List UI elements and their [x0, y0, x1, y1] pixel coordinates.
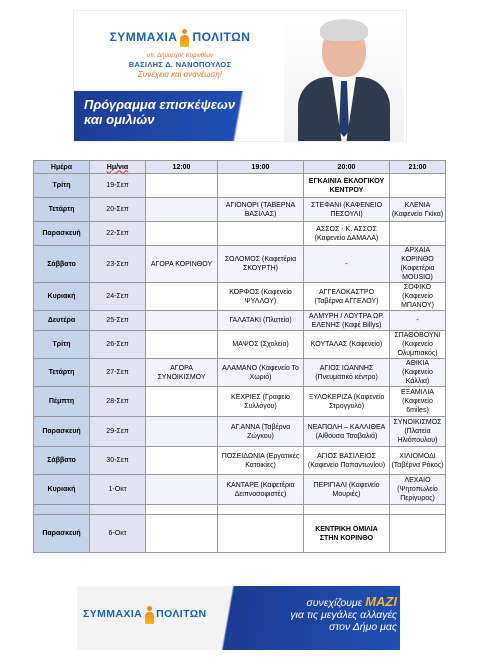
slot-2100-cell: ΑΡΧΑΙΑ ΚΟΡΙΝΘΟ (Καφετέρια MOUSIO)	[390, 246, 446, 283]
slot-2100-cell	[390, 505, 446, 515]
slot-1200-cell	[146, 475, 218, 505]
slot-1900-cell: ΚΕΧΡΙΕΣ (Γραφείο Συλλόγου)	[218, 387, 304, 417]
slot-2000-cell: ΑΓΓΕΛΟΚΑΣΤΡΟ (Ταβέρνα ΑΓΓΕΛΟΥ)	[304, 283, 390, 311]
title-band	[74, 91, 304, 142]
table-row	[34, 447, 446, 475]
slot-1900-cell: ΓΑΛΑΤΑΚΙ (Πλατεία)	[218, 311, 304, 331]
date-cell: 1-Οκτ	[90, 475, 146, 505]
date-cell: 29-Σεπ	[90, 417, 146, 447]
slot-1200-cell	[146, 174, 218, 198]
slot-2000-cell: ΚΕΝΤΡΙΚΗ ΟΜΙΛΙΑ ΣΤΗΝ ΚΟΡΙΝΘΟ	[304, 515, 390, 553]
date-cell: 6-Οκτ	[90, 515, 146, 553]
slot-1200-cell	[146, 515, 218, 553]
date-cell: 25-Σεπ	[90, 311, 146, 331]
slot-2100-cell: ΚΛΕΝΙΑ (Καφενείο Γκίκα)	[390, 198, 446, 222]
slot-2000-cell: -	[304, 246, 390, 283]
day-cell: Σάββατο	[34, 246, 90, 283]
party-logo	[80, 15, 280, 95]
slot-2000-cell: ΠΕΡΙΓΙΑΛΙ (Καφενείο Μουριές)	[304, 475, 390, 505]
slot-1900-cell: ΜΑΨΟΣ (Σχολείο)	[218, 331, 304, 359]
footer-line-1: συνεχίζουμε	[306, 597, 363, 609]
day-cell: Τρίτη	[34, 331, 90, 359]
slogan: Συνέχεια και ανανέωση!	[138, 70, 222, 79]
slot-1900-cell: ΑΓΙΟΝΟΡΙ (ΤΑΒΕΡΝΑ ΒΑΣΙΛΑΣ)	[218, 198, 304, 222]
logo-left-text: ΣΥΜΜΑΧΙΑ	[109, 30, 178, 45]
slot-2000-cell: ΞΥΛΟΚΕΡΙΖΑ (Καφενείο Στρογγυλό)	[304, 387, 390, 417]
slot-2100-cell: ΛΕΧΑΙΟ (Ψητοπωλείο Περίγυρος)	[390, 475, 446, 505]
slot-1200-cell	[146, 505, 218, 515]
slot-2000-cell: ΑΣΣΟΣ - Κ. ΑΣΣΟΣ (Καφενείο ΔΑΜΑΛΑ)	[304, 222, 390, 246]
table-row	[34, 198, 446, 222]
slot-2100-cell: ΣΟΦΙΚΟ (Καφενείο ΜΠΑΝΟΥ)	[390, 283, 446, 311]
date-cell: 26-Σεπ	[90, 331, 146, 359]
footer-line-2: για τις μεγάλες αλλαγές	[290, 609, 397, 621]
table-row	[34, 283, 446, 311]
slot-1200-cell	[146, 331, 218, 359]
slot-1900-cell	[218, 515, 304, 553]
slot-2100-cell: ΣΥΝΟΙΚΙΣΜΟΣ (Πλατεία Ηλιόπουλου)	[390, 417, 446, 447]
slot-1900-cell: ΑΛΑΜΑΝΟ (Καφενείο Το Χωριό)	[218, 359, 304, 387]
figure-icon	[144, 606, 154, 622]
header-banner	[73, 10, 407, 142]
footer-mazi: ΜΑΖΙ	[365, 594, 397, 609]
day-cell: Τρίτη	[34, 174, 90, 198]
table-row	[34, 174, 446, 198]
date-cell: 23-Σεπ	[90, 246, 146, 283]
slot-1200-cell: ΑΓΟΡΑ ΣΥΝΟΙΚΙΣΜΟΥ	[146, 359, 218, 387]
date-cell: 27-Σεπ	[90, 359, 146, 387]
day-cell: Τετάρτη	[34, 198, 90, 222]
figure-icon	[179, 29, 190, 47]
slot-1200-cell: ΑΓΟΡΑ ΚΟΡΙΝΘΟΥ	[146, 246, 218, 283]
day-cell: Δευτέρα	[34, 311, 90, 331]
day-cell: Παρασκευή	[34, 417, 90, 447]
slot-2000-cell: ΑΓΙΟΣ ΙΩΑΝΝΗΣ (Πνευματικό κέντρο)	[304, 359, 390, 387]
footer-slogan	[227, 596, 397, 633]
table-row	[34, 246, 446, 283]
slot-2100-cell	[390, 222, 446, 246]
footer-logo-left: ΣΥΜΜΑΧΙΑ	[83, 607, 143, 620]
table-row	[34, 222, 446, 246]
slot-2100-cell: ΣΠΑΘΟΒΟΥΝΙ (Καφενείο Ολυμπιακός)	[390, 331, 446, 359]
date-cell: 19-Σεπ	[90, 174, 146, 198]
slot-1900-cell: ΚΑΝΤΑΡΕ (Καφετέρια Δειπνοσοφιστές)	[218, 475, 304, 505]
candidate-photo	[284, 13, 404, 141]
date-cell: 30-Σεπ	[90, 447, 146, 475]
column-header-date: Ημ/νια	[90, 161, 146, 174]
column-header-1200: 12:00	[146, 161, 218, 174]
slot-2000-cell	[304, 505, 390, 515]
table-row	[34, 417, 446, 447]
slot-2100-cell	[390, 515, 446, 553]
slot-1900-cell: ΚΟΡΦΟΣ (Καφενείο ΨΥΛΛΟΥ)	[218, 283, 304, 311]
slot-1200-cell	[146, 387, 218, 417]
day-cell: Σάββατο	[34, 447, 90, 475]
slot-2100-cell	[390, 174, 446, 198]
slot-1200-cell	[146, 447, 218, 475]
schedule-table	[33, 160, 446, 553]
slot-1900-cell	[218, 174, 304, 198]
footer-logo-right: ΠΟΛΙΤΩΝ	[156, 607, 207, 620]
day-cell	[34, 505, 90, 515]
table-row	[34, 311, 446, 331]
day-cell: Παρασκευή	[34, 222, 90, 246]
date-cell: 28-Σεπ	[90, 387, 146, 417]
slot-2000-cell: ΑΓΙΟΣ ΒΑΣΙΛΕΙΟΣ (Καφενείο Παπαντωνίου)	[304, 447, 390, 475]
table-row	[34, 387, 446, 417]
date-cell: 22-Σεπ	[90, 222, 146, 246]
day-cell: Παρασκευή	[34, 515, 90, 553]
slot-2000-cell: ΑΛΜΥΡΗ / ΛΟΥΤΡΑ ΩΡ. ΕΛΕΝΗΣ (Καφέ Billys)	[304, 311, 390, 331]
date-cell: 24-Σεπ	[90, 283, 146, 311]
slot-2000-cell: ΚΟΥΤΑΛΑΣ (Καφενείο)	[304, 331, 390, 359]
slot-1900-cell: ΠΟΣΕΙΔΩΝΙΑ (Εργατικές Κατοικίες)	[218, 447, 304, 475]
slot-1900-cell: ΑΓ.ΑΝΝΑ (Ταβέρνα Ζώγκου)	[218, 417, 304, 447]
slot-1900-cell: ΣΟΛΟΜΟΣ (Καφετέρια ΣΚΟΥΡΤΗ)	[218, 246, 304, 283]
table-header-row	[34, 161, 446, 174]
slot-1900-cell	[218, 222, 304, 246]
table-row	[34, 475, 446, 505]
slot-1200-cell	[146, 283, 218, 311]
slot-1200-cell	[146, 222, 218, 246]
day-cell: Πέμπτη	[34, 387, 90, 417]
slot-2100-cell: -	[390, 311, 446, 331]
candidate-name: ΒΑΣΙΛΗΣ Δ. ΝΑΝΟΠΟΥΛΟΣ	[128, 60, 232, 69]
table-row	[34, 331, 446, 359]
slot-2000-cell: ΕΓΚΑΙΝΙΑ ΕΚΛΟΓΙΚΟΥ ΚΕΝΤΡΟΥ	[304, 174, 390, 198]
slot-2100-cell: ΑΘΙΚΙΑ (Καφενείο Κάλλια)	[390, 359, 446, 387]
page-title-line-2: και ομιλιών	[84, 112, 155, 127]
column-header-day: Ημέρα	[34, 161, 90, 174]
footer-logo	[83, 606, 207, 622]
table-row	[34, 359, 446, 387]
logo-right-text: ΠΟΛΙΤΩΝ	[192, 30, 251, 45]
candidate-subtitle: υπ. Δήμαρχος Κορινθίων	[146, 53, 214, 59]
slot-1200-cell	[146, 417, 218, 447]
column-header-2100: 21:00	[390, 161, 446, 174]
slot-1900-cell	[218, 505, 304, 515]
day-cell: Τετάρτη	[34, 359, 90, 387]
date-cell	[90, 505, 146, 515]
page-title	[84, 97, 254, 127]
day-cell: Κυριακή	[34, 283, 90, 311]
column-header-1900: 19:00	[218, 161, 304, 174]
day-cell: Κυριακή	[34, 475, 90, 505]
slot-1200-cell	[146, 198, 218, 222]
slot-2000-cell: ΣΤΕΦΑΝΙ (ΚΑΦΕΝΕΙΟ ΠΕΣΟΥΛΙ)	[304, 198, 390, 222]
slot-2100-cell: ΕΞΑΜΙΛΙΑ (Καφενείο 6miles)	[390, 387, 446, 417]
footer-line-3: στον Δήμο μας	[329, 621, 397, 633]
slot-2000-cell: ΝΕΑΠΟΛΗ – ΚΑΛΛΙΘΕΑ (Αίθουσα Τσαβαλιά)	[304, 417, 390, 447]
slot-1200-cell	[146, 311, 218, 331]
slot-2100-cell: ΧΙΛΙΟΜΟΔΙ (Ταβέρνα Ρόκος)	[390, 447, 446, 475]
table-row	[34, 505, 446, 515]
date-cell: 20-Σεπ	[90, 198, 146, 222]
page-title-line-1: Πρόγραμμα επισκέψεων	[84, 97, 236, 112]
table-row	[34, 515, 446, 553]
column-header-2000: 20:00	[304, 161, 390, 174]
footer-banner	[77, 586, 400, 650]
